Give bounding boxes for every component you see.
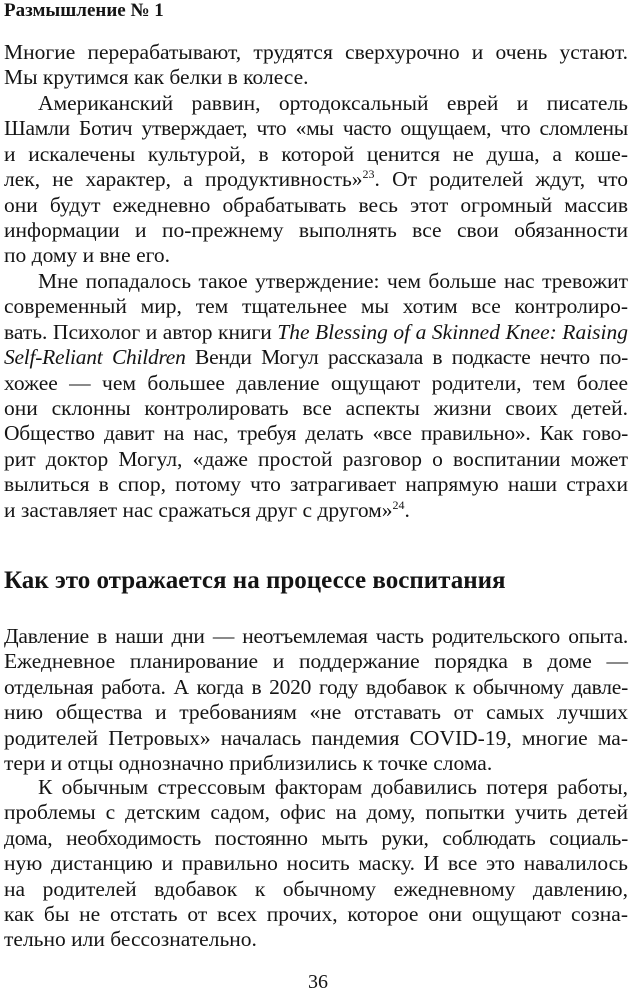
paragraph-1 bbox=[4, 40, 628, 91]
text-line: Давление в наши дни — неотъемлемая часть родительского опыта. bbox=[4, 624, 628, 648]
text-fragment: вать. Психолог и автор книги bbox=[4, 319, 278, 344]
text-line: на родителей вдобавок к обычному ежедневному давлению, bbox=[4, 876, 628, 901]
text-line bbox=[4, 498, 628, 523]
text-line: информации и по-прежнему выполнять все свои обязанности bbox=[4, 217, 628, 242]
text-line: и искалечены культурой, в которой ценится не душа, а коше- bbox=[4, 141, 628, 166]
text-line: родителей Петровых» началась пандемия COVID-19, многие ма- bbox=[4, 725, 628, 750]
footnote-ref-23: 23 bbox=[362, 167, 375, 182]
section-heading: Как это отражается на процессе воспитания bbox=[4, 567, 506, 594]
text-line: вылиться в спор, потому что затрагивает напрямую наши страхи bbox=[4, 472, 628, 497]
text-fragment: . От родителей ждут, что bbox=[374, 167, 628, 192]
text-fragment: . bbox=[404, 497, 410, 522]
footnote-ref-24: 24 bbox=[392, 497, 405, 512]
text-line: нию общества и требованиям «не отставать от самых лучших bbox=[4, 700, 628, 725]
text-line: отдельная работа. А когда в 2020 году вдобавок к обычному давле- bbox=[4, 674, 628, 699]
text-line: Общество давит на нас, требуя делать «все правильно». Как гово- bbox=[4, 421, 628, 446]
text-line: они склонны контролировать все аспекты жизни своих детей. bbox=[4, 395, 628, 420]
page-number: 36 bbox=[308, 971, 328, 993]
text-line bbox=[4, 320, 628, 345]
text-line: дома, необходимость постоянно мыть руки, соблюдать социаль- bbox=[4, 825, 628, 850]
text-line bbox=[4, 167, 628, 192]
text-line: Ежедневное планирование и поддержание порядка в доме — bbox=[4, 649, 628, 674]
text-fragment: Венди Могул рассказала в подкасте нечто по- bbox=[185, 345, 628, 370]
text-line: К обычным стрессовым факторам добавились потеря работы, bbox=[38, 775, 628, 799]
text-line: современный мир, тем тщательнее мы хотим все контролиро- bbox=[4, 294, 628, 319]
text-line: Мне попадалось такое утверждение: чем больше нас тревожит bbox=[38, 269, 628, 293]
paragraph-2 bbox=[4, 91, 628, 269]
text-line: они будут ежедневно обрабатывать весь этот огромный массив bbox=[4, 192, 628, 217]
text-line bbox=[4, 345, 628, 370]
text-line: как бы не отстать от всех прочих, которое они ощущают созна- bbox=[4, 901, 628, 926]
paragraph-3 bbox=[4, 269, 628, 523]
text-line: по дому и вне его. bbox=[4, 243, 171, 268]
text-line: хожее — чем большее давление ощущают родители, тем более bbox=[4, 370, 628, 395]
text-line: Американский раввин, ортодоксальный еврей и писатель bbox=[38, 91, 628, 115]
text-line: рит доктор Могул, «даже простой разговор о воспитании может bbox=[4, 446, 628, 471]
text-fragment: и заставляет нас сражаться друг с другом» bbox=[4, 497, 393, 522]
text-fragment: лек, не характер, а продуктивность» bbox=[4, 167, 363, 192]
text-line: проблемы с детским садом, офис на дому, попытки учить детей bbox=[4, 800, 628, 825]
text-line: тери и отцы однозначно приблизились к точке слома. bbox=[4, 750, 493, 775]
book-title: The Blessing of a Skinned Knee: Raising bbox=[277, 319, 629, 344]
paragraph-5 bbox=[4, 775, 628, 953]
text-line: Многие перерабатывают, трудятся сверхурочно и очень устают. bbox=[4, 40, 628, 64]
book-title: Self-Reliant Children bbox=[4, 345, 186, 370]
text-line: Шамли Ботич утверждает, что «мы часто ощущаем, что сломлены bbox=[4, 116, 628, 141]
text-line: тельно или бессознательно. bbox=[4, 927, 257, 952]
paragraph-4 bbox=[4, 624, 628, 776]
running-head: Размышление № 1 bbox=[4, 0, 164, 21]
text-line: ную дистанцию и правильно носить маску. И все это навалилось bbox=[4, 851, 628, 876]
text-line: Мы крутимся как белки в колесе. bbox=[4, 65, 309, 90]
